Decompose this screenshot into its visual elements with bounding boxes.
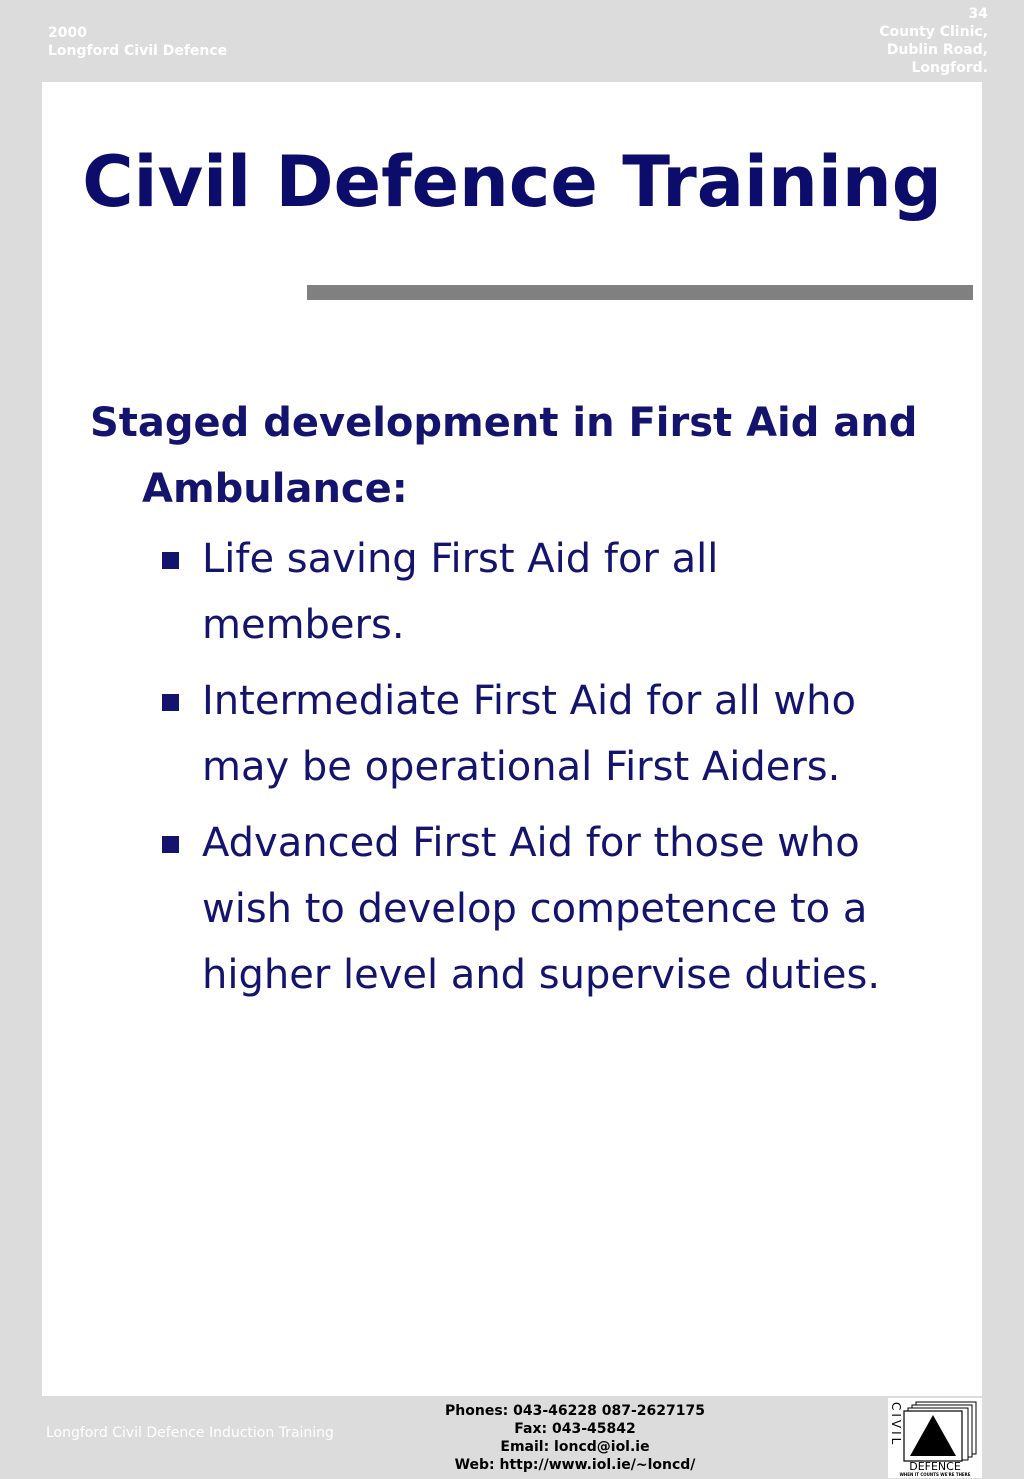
- square-bullet-icon: [162, 552, 179, 569]
- logo-vertical-text: CIVIL: [889, 1402, 903, 1448]
- title-divider: [307, 285, 973, 300]
- header-address: [879, 5, 988, 77]
- bullet-text: Advanced First Aid for those who wish to develop competence to a higher level and supervise duties.: [202, 820, 881, 998]
- bullet-text: Intermediate First Aid for all who may be operational First Aiders.: [202, 678, 856, 790]
- header-address-line: County Clinic,: [879, 24, 988, 40]
- slide-content: [90, 390, 970, 1018]
- header-address-line: 34: [968, 6, 988, 22]
- logo-tagline: WHEN IT COUNTS WE'RE THERE: [899, 1472, 971, 1477]
- header-year: 2000: [48, 25, 87, 41]
- square-bullet-icon: [162, 694, 179, 711]
- footer-email: Email: loncd@iol.ie: [500, 1439, 650, 1455]
- bullet-item: [90, 668, 890, 800]
- civil-defence-logo: [888, 1398, 982, 1478]
- footer-web: Web: http://www.iol.ie/~loncd/: [454, 1457, 696, 1473]
- section-heading: Staged development in First Aid and Ambulance:: [90, 400, 918, 512]
- logo-word: DEFENCE: [909, 1460, 961, 1473]
- header-organisation: Longford Civil Defence: [48, 43, 228, 59]
- bullet-list: [90, 526, 970, 1008]
- bullet-text: Life saving First Aid for all members.: [202, 536, 719, 648]
- footer-course-title: Longford Civil Defence Induction Training: [46, 1425, 334, 1441]
- header-left: [48, 24, 227, 60]
- bullet-item: [90, 810, 890, 1008]
- footer-fax: Fax: 043-45842: [514, 1421, 636, 1437]
- bullet-item: [90, 526, 890, 658]
- square-bullet-icon: [162, 836, 179, 853]
- footer-contact: [400, 1402, 750, 1474]
- footer-phones: Phones: 043-46228 087-2627175: [445, 1403, 705, 1419]
- header-address-line: Dublin Road,: [886, 42, 988, 58]
- slide-title: Civil Defence Training: [82, 141, 942, 223]
- header-address-line: Longford.: [911, 60, 988, 76]
